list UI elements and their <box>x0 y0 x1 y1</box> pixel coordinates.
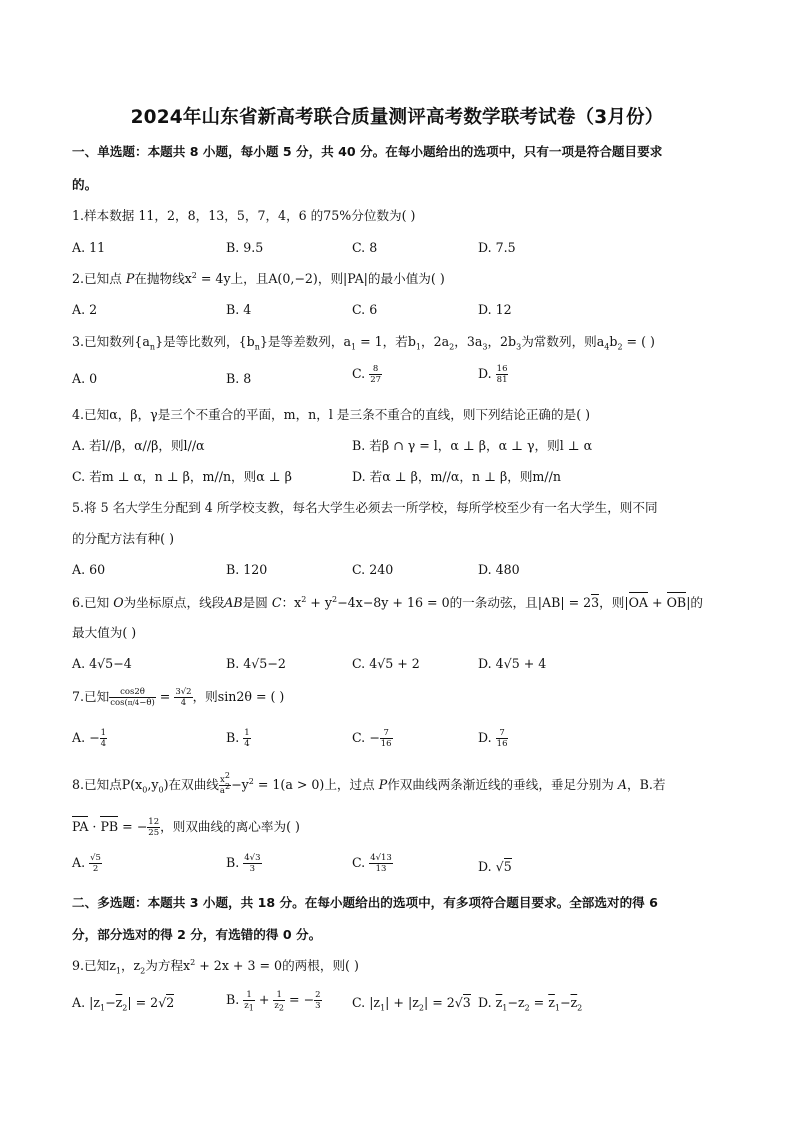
q5-stem: 5.将 5 名大学生分配到 4 所学校支教，每名大学生必须去一所学校，每所学校至少有一名大学生，则不同 <box>72 500 658 515</box>
q9-option-a: A. $|z_1-\overline{z}_2| = 2√2$ <box>72 995 175 1013</box>
q9-option-c: C. $|z_1| + |z_2| = 2√3$ <box>352 995 471 1013</box>
q1-option-d: D. 7.5 <box>478 240 516 255</box>
section-1-heading: 一、单选题：本题共 8 小题，每小题 5 分，共 40 分。在每小题给出的选项中，只有一项是符合题目要求 <box>72 144 663 159</box>
q6-option-c: C. 4√5 + 2 <box>352 656 420 671</box>
q9-option-b: B. $\frac{1}{z_1}$ + $\frac{1}{z_2}$ = − $\frac{2}{3}$ <box>226 990 321 1013</box>
q9-stem: 9.已知$z_1$，$z_2$为方程$x^2 + 2x + 3 = 0$的两根，则( ) <box>72 957 359 976</box>
q5-option-a: A. 60 <box>72 562 106 577</box>
q1-option-c: C. 8 <box>352 240 378 255</box>
q8-stem-cont: PA · PB = − $\frac{12}{25}$ ，则双曲线的离心率为( ) <box>72 817 300 838</box>
q2-option-a: A. 2 <box>72 302 98 317</box>
q3-option-b: B. 8 <box>226 371 252 386</box>
q3-option-d: D. $\frac{16}{81}$ <box>478 364 508 385</box>
q2-stem: 2.已知点 P在抛物线$x^2 = 4y$上，且A(0,−2)，则|PA|的最小值为( ) <box>72 270 445 286</box>
q7-option-b: B. $\frac{1}{4}$ <box>226 728 250 749</box>
q5-stem-cont: 的分配方法有种( ) <box>72 531 174 546</box>
q2-option-c: C. 6 <box>352 302 378 317</box>
q1-option-a: A. 11 <box>72 240 106 255</box>
q8-stem: 8.已知点$P(x_0,y_0)$在双曲线 $\frac{x^2}{a^2}$ $-y^2 = 1(a > 0)$上，过点 P作双曲线两条渐近线的垂线，垂足分别为 A，B.若 <box>72 771 666 796</box>
section-1-heading-cont: 的。 <box>72 177 98 192</box>
q7-option-a: A. − $\frac{1}{4}$ <box>72 728 107 749</box>
q8-option-a: A. $\frac{√5}{2}$ <box>72 853 101 874</box>
q4-option-d: D. 若α ⊥ β，m//α，n ⊥ β，则m//n <box>352 469 561 484</box>
q3-stem: 3.已知数列$\{a_n\}$是等比数列，$\{b_n\}$是等差数列，$a_1 = 1$，若$b_1$，$2a_2$，$3a_3$，$2b_3$为常数列，则$a_4b_2$ = ( ) <box>72 334 655 352</box>
page-title: 2024年山东省新高考联合质量测评高考数学联考试卷（3月份） <box>130 107 664 128</box>
q3-option-a: A. 0 <box>72 371 98 386</box>
q2-option-d: D. 12 <box>478 302 512 317</box>
q1-stem: 1.样本数据 11，2，8，13，5，7，4，6 的75%分位数为( ) <box>72 208 416 223</box>
q6-stem: 6.已知 O为坐标原点，线段AB是圆 C：$x^2 + y^2-4x-8y + 16 = 0$的一条动弦，且|AB| = 23，则|OA + OB|的 <box>72 592 703 612</box>
q8-option-b: B. $\frac{4√3}{3}$ <box>226 853 261 874</box>
q4-option-b: B. 若β ∩ γ = l，α ⊥ β，α ⊥ γ，则l ⊥ α <box>352 438 593 453</box>
q9-option-d: D. $\overline{z}_1-z_2 = \overline{z}_1-\overline{z}_2$ <box>478 995 583 1013</box>
q7-stem: 7.已知 $\frac{\cos 2\theta}{\cos(\pi/4-\theta)}$ = $\frac{3√2}{4}$ ，则sin2θ = ( ) <box>72 687 285 708</box>
q5-option-c: C. 240 <box>352 562 394 577</box>
q3-option-c: C. $\frac{8}{27}$ <box>352 364 382 385</box>
q6-option-d: D. 4√5 + 4 <box>478 656 547 671</box>
q5-option-d: D. 480 <box>478 562 520 577</box>
q4-stem: 4.已知α，β，γ是三个不重合的平面，m，n，l 是三条不重合的直线，则下列结论正确的是( ) <box>72 407 591 422</box>
q1-option-b: B. 9.5 <box>226 240 264 255</box>
q7-option-d: D. $\frac{7}{16}$ <box>478 728 508 749</box>
q8-option-c: C. $\frac{4√13}{13}$ <box>352 853 392 874</box>
q2-option-b: B. 4 <box>226 302 252 317</box>
q4-option-c: C. 若m ⊥ α，n ⊥ β，m//n，则α ⊥ β <box>72 469 292 484</box>
section-2-heading: 二、多选题：本题共 3 小题，共 18 分。在每小题给出的选项中，有多项符合题目要求。全部选对的得 6 <box>72 895 658 910</box>
q7-option-c: C. − $\frac{7}{16}$ <box>352 728 392 749</box>
section-2-heading-cont: 分，部分选对的得 2 分，有选错的得 0 分。 <box>72 927 322 942</box>
q8-option-d: D. √5 <box>478 859 512 874</box>
q5-option-b: B. 120 <box>226 562 268 577</box>
q4-option-a: A. 若l//β，α//β，则l//α <box>72 438 205 453</box>
q6-option-b: B. 4√5−2 <box>226 656 286 671</box>
q6-option-a: A. 4√5−4 <box>72 656 132 671</box>
q6-stem-cont: 最大值为( ) <box>72 625 137 640</box>
